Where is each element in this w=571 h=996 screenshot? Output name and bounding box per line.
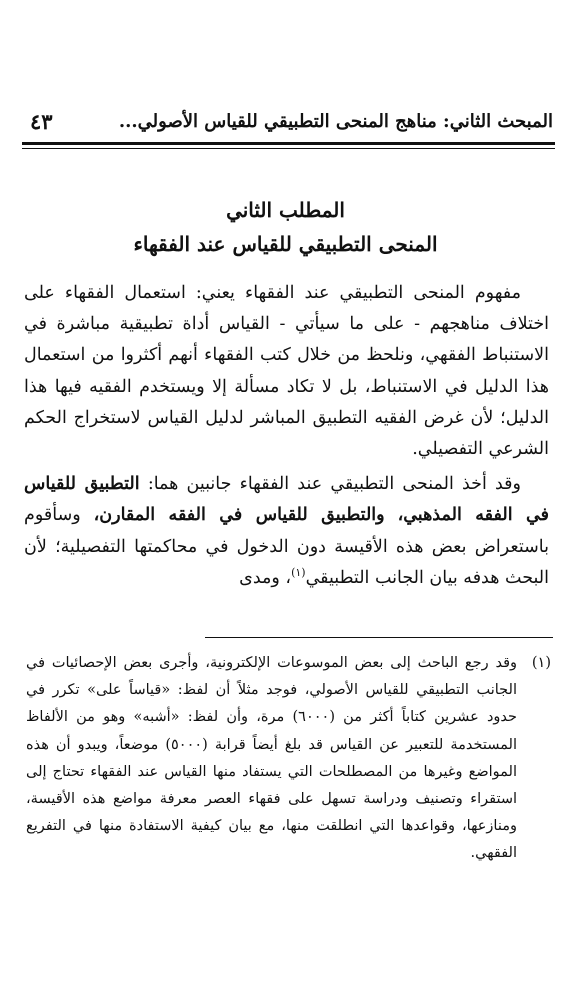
paragraph-2-end: ، ومدى: [239, 567, 292, 588]
footnote-divider: [205, 637, 553, 638]
body-text: [24, 278, 549, 594]
header-rule-thick: [22, 142, 555, 145]
footnote-marker: (١): [531, 655, 551, 671]
paragraph-2-bold-1: التطبيق للقياس في الفقه المذهبي،: [24, 474, 549, 526]
paragraph-2-bold-2: التطبيق للقياس في الفقه المقارن،: [93, 505, 377, 526]
paragraph-2-lead: وقد أخذ المنحى التطبيقي عند الفقهاء جانبين هما:: [147, 474, 521, 495]
section-title: المطلب الثاني: [226, 198, 345, 222]
footnote-text: وقد رجع الباحث إلى بعض الموسوعات الإلكترونية، وأجرى بعض الإحصائيات في الجانب التطبيقي للقياس الأصولي، فوجد مثلاً أن لفظ: «قياساً على» تكرر في حدود عشرين كتاباً أكثر من (٦٠٠٠) مرة، وأن لفظ: «أشبه» وهو من الألفاظ المستخدمة للتعبير عن القياس قد بلغ أيضاً قرابة (٥٠٠٠) موضعاً، ويبدو أن هذه المواضع وغيرها من المصطلحات التي يستفاد منها القياس عند الفقهاء تحتاج إلى استقراء وتصنيف ودراسة تسهل على فقهاء العصر معرفة مواضع هذه الأقيسة، ومنازعها، وقواعدها التي انطلقت منها، مع بيان كيفية الاستفادة منها في التفريع الفقهي.: [26, 655, 517, 862]
paragraph-2-rest: وسأقوم باستعراض بعض هذه الأقيسة دون الدخول في محاكمتها التفصيلية؛ لأن البحث هدفه بيان الجانب التطبيقي: [24, 505, 549, 588]
section-subtitle: المنحى التطبيقي للقياس عند الفقهاء: [133, 232, 438, 256]
paragraph-2-connector: و: [376, 505, 385, 526]
footnote-reference: (١): [291, 566, 306, 579]
header-rule-thin: [22, 148, 555, 149]
paragraph-2: [24, 469, 549, 594]
footnote: [26, 650, 551, 868]
running-title: المبحث الثاني: مناهج المنحى التطبيقي للقياس الأصولي...: [118, 110, 553, 132]
page-number: ٤٣: [30, 108, 53, 134]
running-header: [28, 104, 553, 138]
paragraph-1: مفهوم المنحى التطبيقي عند الفقهاء يعني: استعمال الفقهاء على اختلاف مناهجهم - على ما سيأتي - القياس أداة تطبيقية مباشرة في الاستنباط الفقهي، ونلحظ من خلال كتب الفقهاء أنهم أكثروا من استعمال هذا الدليل في الاستنباط، بل لا تكاد مسألة إلا ويستخدم الفقيه فيها هذا الدليل؛ لأن غرض الفقيه التطبيق المباشر لدليل القياس لاستخراج الحكم الشرعي التفصيلي.: [24, 283, 549, 460]
